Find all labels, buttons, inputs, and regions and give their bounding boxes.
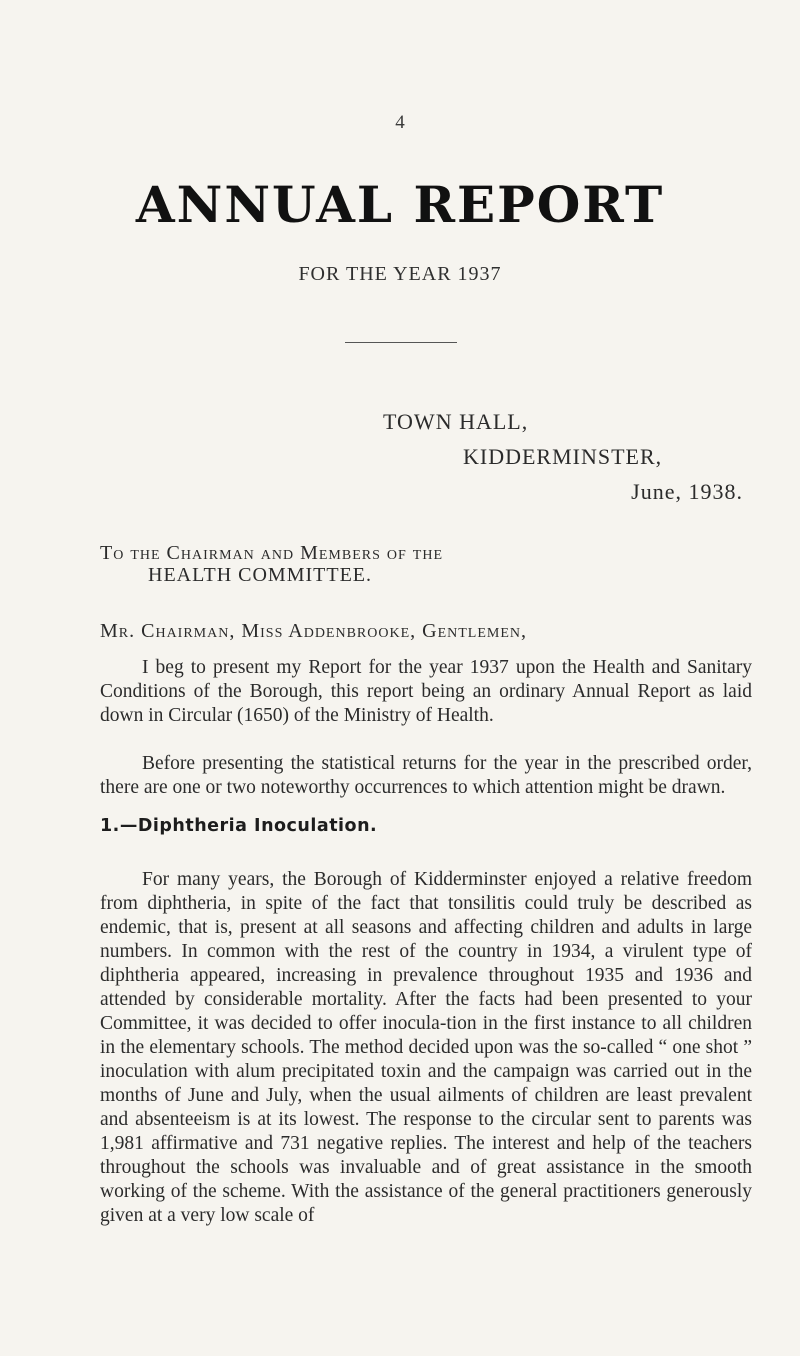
greeting: Mr. Chairman, Miss Addenbrooke, Gentlemen,: [100, 620, 528, 642]
address-line-town: TOWN HALL,: [383, 409, 529, 434]
sender-address: [383, 404, 743, 510]
report-title: ANNUAL REPORT: [135, 175, 665, 234]
addressee-committee: HEALTH COMMITTEE.: [148, 564, 373, 586]
address-line-date: June, 1938.: [631, 479, 743, 505]
intro-paragraph: I beg to present my Report for the year 1937 upon the Health and Sanitary Conditions of the Borough, this report being an ordinary Annual Report as laid down in Circular (1650) of the Ministry of Health.: [100, 657, 752, 726]
page-number: 4: [395, 112, 405, 133]
section-heading: 1.—Diphtheria Inoculation.: [100, 816, 378, 836]
address-line-city: KIDDERMINSTER,: [463, 444, 663, 470]
section-body-paragraph: For many years, the Borough of Kidderminster enjoyed a relative freedom from diphtheria, in spite of the fact that tonsilitis could truly be described as endemic, that is, present at all seasons and affecting children and adults in large numbers. In common with the rest of the country in 1934, a virulent type of diphtheria appeared, increasing in prevalence throughout 1935 and 1936 and attended by considerable mortality. After the facts had been presented to your Committee, it was decided to offer inocula-tion in the first instance to all children in the elementary schools. The method decided upon was the so-called “ one shot ” inoculation with alum precipitated toxin and the campaign was carried out in the months of June and July, when the usual ailments of children are least prevalent and absenteeism is at its lowest. The response to the circular sent to parents was 1,981 affirmative and 731 negative replies. The interest and help of the teachers throughout the schools was invaluable and of great assistance in the smooth working of the scheme. With the assistance of the general practitioners generously given at a very low scale of: [100, 869, 752, 1226]
addressee-line: To the Chairman and Members of the: [100, 542, 444, 564]
report-subtitle: FOR THE YEAR 1937: [298, 263, 502, 285]
divider-rule: [345, 342, 457, 343]
preface-paragraph: Before presenting the statistical returns for the year in the prescribed order, there are one or two noteworthy occurrences to which attention might be drawn.: [100, 753, 752, 798]
